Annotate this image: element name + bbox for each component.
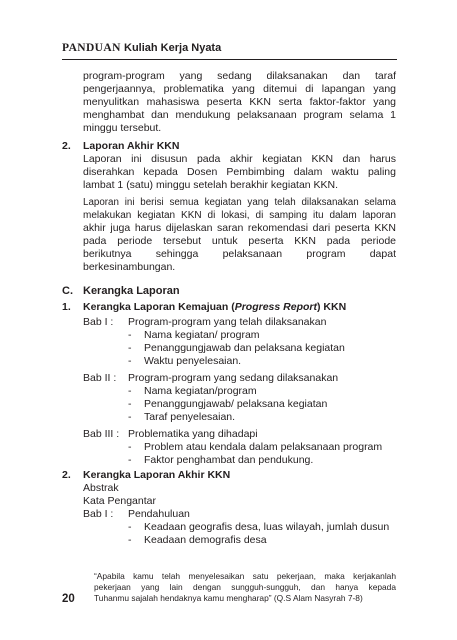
outline-preface: Kata Pengantar — [83, 495, 156, 507]
list-item: Waktu penyelesaian. — [144, 355, 242, 367]
list-dash: - — [128, 398, 132, 410]
item-number: 1. — [62, 301, 71, 313]
header-rule — [62, 59, 397, 60]
footnote-line: Tuhanmu sajalah hendaknya kamu mengharap” (Q.S Alam Nasyrah 7-8) — [94, 593, 363, 603]
para-line: lambat 1 (satu) minggu setelah berakhir kegiatan KKN. — [83, 179, 339, 191]
para-line: Laporan ini berisi semua kegiatan yang telah dilaksanakan selama — [83, 197, 396, 208]
item-number: 2. — [62, 140, 71, 152]
item-title: Laporan Akhir KKN — [83, 140, 180, 152]
intro-line: menyulitkan mahasiswa peserta KKN serta faktor-faktor yang — [83, 96, 396, 108]
para-line: berkesinambungan. — [83, 261, 176, 273]
intro-line: minggu tersebut. — [83, 122, 162, 134]
list-dash: - — [128, 329, 132, 341]
bab-title: Pendahuluan — [128, 508, 190, 520]
para-line: diserahkan kepada Dosen Pembimbing dalam waktu paling — [83, 166, 396, 178]
page-number: 20 — [62, 593, 75, 605]
para-line: melakukan kegiatan KKN di lokasi, di samping itu dalam laporan — [83, 210, 396, 221]
list-dash: - — [128, 355, 132, 367]
item-number: 2. — [62, 469, 71, 481]
list-dash: - — [128, 411, 132, 423]
footnote-line: “Apabila kamu telah menyelesaikan satu pekerjaan, maka kerjakanlah — [94, 571, 396, 581]
list-item: Problem atau kendala dalam pelaksanaan program — [144, 441, 383, 453]
list-item: Keadaan geografis desa, luas wilayah, jumlah dusun — [144, 521, 390, 533]
para-line: Laporan ini disusun pada akhir kegiatan KKN dan harus — [83, 153, 396, 165]
list-dash: - — [128, 534, 132, 546]
footnote-line: pekerjaan yang lain dengan sungguh-sungguh, dan hanya kepada — [94, 582, 396, 592]
list-item: Penanggungjawab dan pelaksana kegiatan — [144, 342, 345, 354]
item-title: Kerangka Laporan Kemajuan (Progress Report) KKN — [83, 301, 347, 313]
list-item: Nama kegiatan/ program — [144, 329, 260, 341]
bab-label: Bab II : — [83, 372, 117, 384]
list-dash: - — [128, 521, 132, 533]
section-title: Kerangka Laporan — [83, 285, 180, 297]
running-header — [62, 42, 221, 54]
header-title: PANDUAN — [62, 42, 121, 54]
bab-title: Program-program yang sedang dilaksanakan — [128, 372, 339, 384]
outline-abstract: Abstrak — [83, 482, 119, 494]
list-dash: - — [128, 454, 132, 466]
list-item: Taraf penyelesaian. — [144, 411, 236, 423]
list-item: Faktor penghambat dan pendukung. — [144, 454, 314, 466]
list-dash: - — [128, 342, 132, 354]
bab-title: Program-program yang telah dilaksanakan — [128, 316, 327, 328]
para-line: pada periode tersebut untuk peserta KKN pada periode — [83, 235, 396, 247]
bab-title: Problematika yang dihadapi — [128, 428, 258, 440]
header-subtitle: Kuliah Kerja Nyata — [124, 42, 222, 54]
intro-line: pengerjaannya, problematika yang ditemui di lapangan yang — [83, 83, 396, 95]
list-item: Keadaan demografis desa — [144, 534, 267, 546]
bab-label: Bab I : — [83, 316, 114, 328]
bab-label: Bab I : — [83, 508, 114, 520]
intro-line: menghambat dan mendukung pelaksanaan program selama 1 — [83, 109, 396, 121]
section-letter: C. — [62, 285, 73, 297]
intro-line: program-program yang sedang dilaksanakan dan taraf — [83, 70, 396, 82]
list-dash: - — [128, 385, 132, 397]
list-dash: - — [128, 441, 132, 453]
para-line: akhir juga harus dijelaskan saran rekomendasi dari peserta KKN — [83, 222, 396, 234]
item-title-emphasis: Progress Report — [234, 301, 317, 313]
item-title: Kerangka Laporan Akhir KKN — [83, 469, 231, 481]
bab-label: Bab III : — [83, 428, 120, 440]
para-line: berikutnya sehingga pelaksanaan program dapat — [83, 248, 396, 260]
list-item: Nama kegiatan/program — [144, 385, 257, 397]
list-item: Penanggungjawab/ pelaksana kegiatan — [144, 398, 328, 410]
